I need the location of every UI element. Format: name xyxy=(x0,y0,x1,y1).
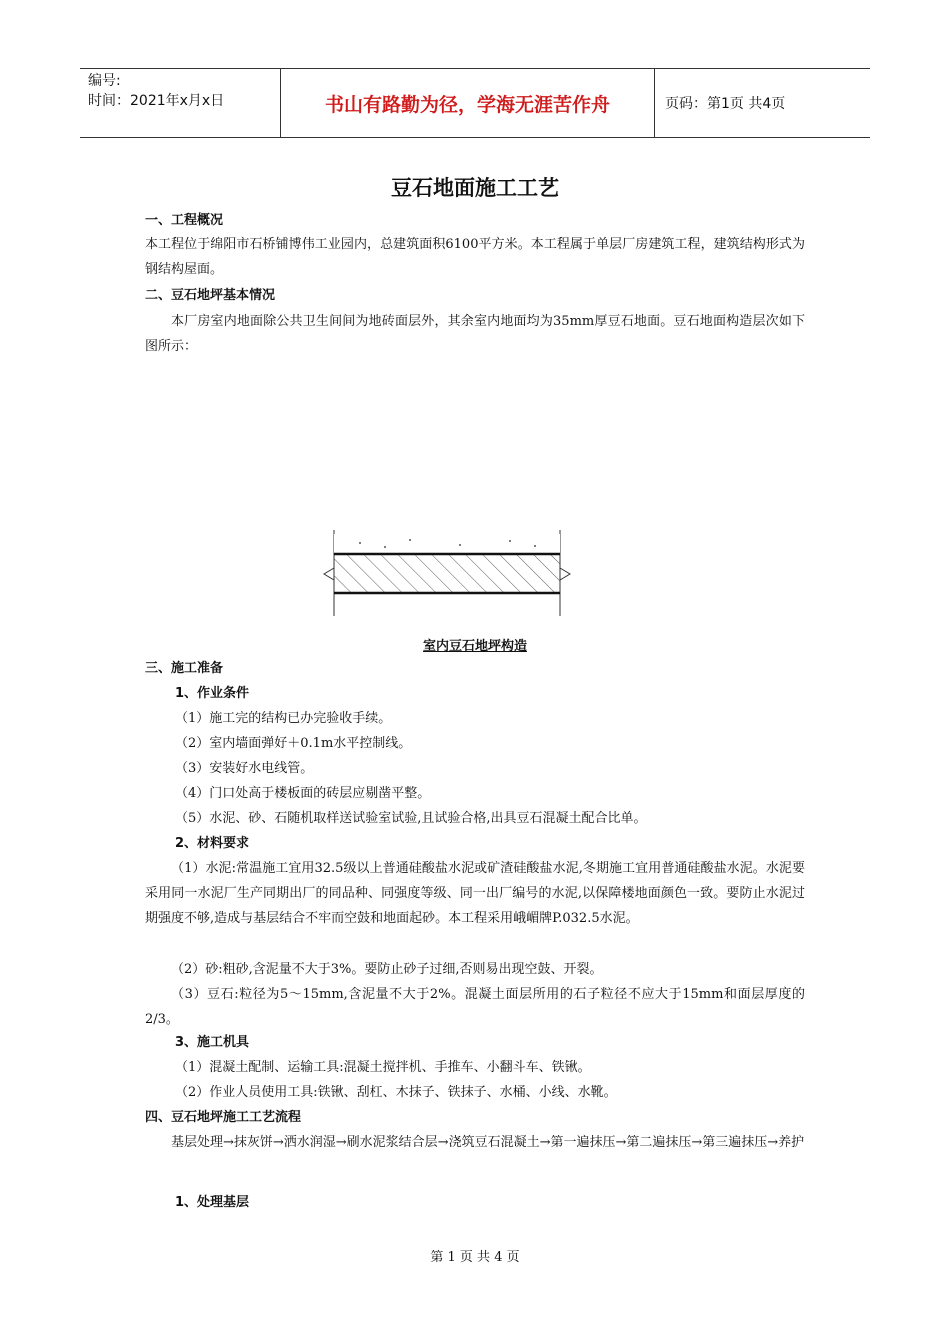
material-cement-paragraph: （1）水泥:常温施工宜用32.5级以上普通硅酸盐水泥或矿渣硅酸盐水泥,冬期施工宜用普通硅酸盐水泥。水泥要采用同一水泥厂生产同期出厂的同品种、同强度等级、同一出厂编号的水泥,以保障楼地面颜色一致。要防止水泥过期强度不够,造成与基层结合不牢而空鼓和地面起砂。本工程采用峨嵋牌P.032.5水泥。 xyxy=(145,861,805,926)
section-3-2-heading: 2、材料要求 xyxy=(175,836,250,851)
pea-gravel-layer xyxy=(334,534,560,554)
section-4-heading: 四、豆石地坪施工工艺流程 xyxy=(145,1110,302,1125)
time-label: 时间：2021年x月x日 xyxy=(88,93,225,109)
list-item: （4）门口处高于楼板面的砖层应剔凿平整。 xyxy=(175,786,431,801)
right-break-mark xyxy=(560,568,570,580)
section-2-text: 本厂房室内地面除公共卫生间间为地砖面层外，其余室内地面均为35mm厚豆石地面。豆石地面构造层次如下图所示： xyxy=(145,314,805,354)
section-1-text: 本工程位于绵阳市石桥铺博伟工业园内，总建筑面积6100平方米。本工程属于单层厂房建筑工程，建筑结构形式为钢结构屋面。 xyxy=(145,237,805,277)
list-item: （1）施工完的结构已办完验收手续。 xyxy=(175,711,392,726)
section-3-1-heading: 1、作业条件 xyxy=(175,686,250,701)
section-3-3-heading: 3、施工机具 xyxy=(175,1035,250,1050)
section-3-heading: 三、施工准备 xyxy=(145,661,224,676)
figure-caption: 室内豆石地坪构造 xyxy=(422,639,527,654)
list-item: （1）混凝土配制、运输工具:混凝土搅拌机、手推车、小翻斗车、铁锹。 xyxy=(175,1060,591,1075)
header-table xyxy=(80,68,870,138)
floor-section-diagram xyxy=(320,528,575,618)
list-item: （3）安装好水电线管。 xyxy=(175,761,314,776)
header-page-info: 页码：第1页 共4页 xyxy=(665,96,786,112)
header-meta xyxy=(80,69,280,137)
left-break-mark xyxy=(324,568,334,580)
material-sand-paragraph: （2）砂:粗砂,含泥量不大于3%。要防止砂子过细,否则易出现空鼓、开裂。 xyxy=(171,962,603,977)
material-gravel-paragraph: （3）豆石:粒径为5～15mm,含泥量不大于2%。混凝土面层所用的石子粒径不应大于15mm和面层厚度的2/3。 xyxy=(145,987,805,1027)
process-flow-text: 基层处理→抹灰饼→洒水润湿→刷水泥浆结合层→浇筑豆石混凝土→第一遍抹压→第二遍抹压→第三遍抹压→养护 xyxy=(171,1135,805,1150)
section-4-1-heading: 1、处理基层 xyxy=(175,1195,250,1210)
number-label: 编号: xyxy=(88,73,121,89)
list-item: （5）水泥、砂、石随机取样送试验室试验,且试验合格,出具豆石混凝土配合比单。 xyxy=(175,811,647,826)
section-1-heading: 一、工程概况 xyxy=(145,213,224,228)
list-item: （2）室内墙面弹好＋0.1m水平控制线。 xyxy=(175,736,412,751)
list-item: （2）作业人员使用工具:铁锹、刮杠、木抹子、铁抹子、水桶、小线、水靴。 xyxy=(175,1085,617,1100)
page-footer: 第 1 页 共 4 页 xyxy=(430,1250,520,1265)
section-2-heading: 二、豆石地坪基本情况 xyxy=(145,288,276,303)
concrete-slab-hatch xyxy=(334,555,560,593)
header-motto: 书山有路勤为径，学海无涯苦作舟 xyxy=(280,69,655,137)
document-title: 豆石地面施工工艺 xyxy=(391,176,559,200)
